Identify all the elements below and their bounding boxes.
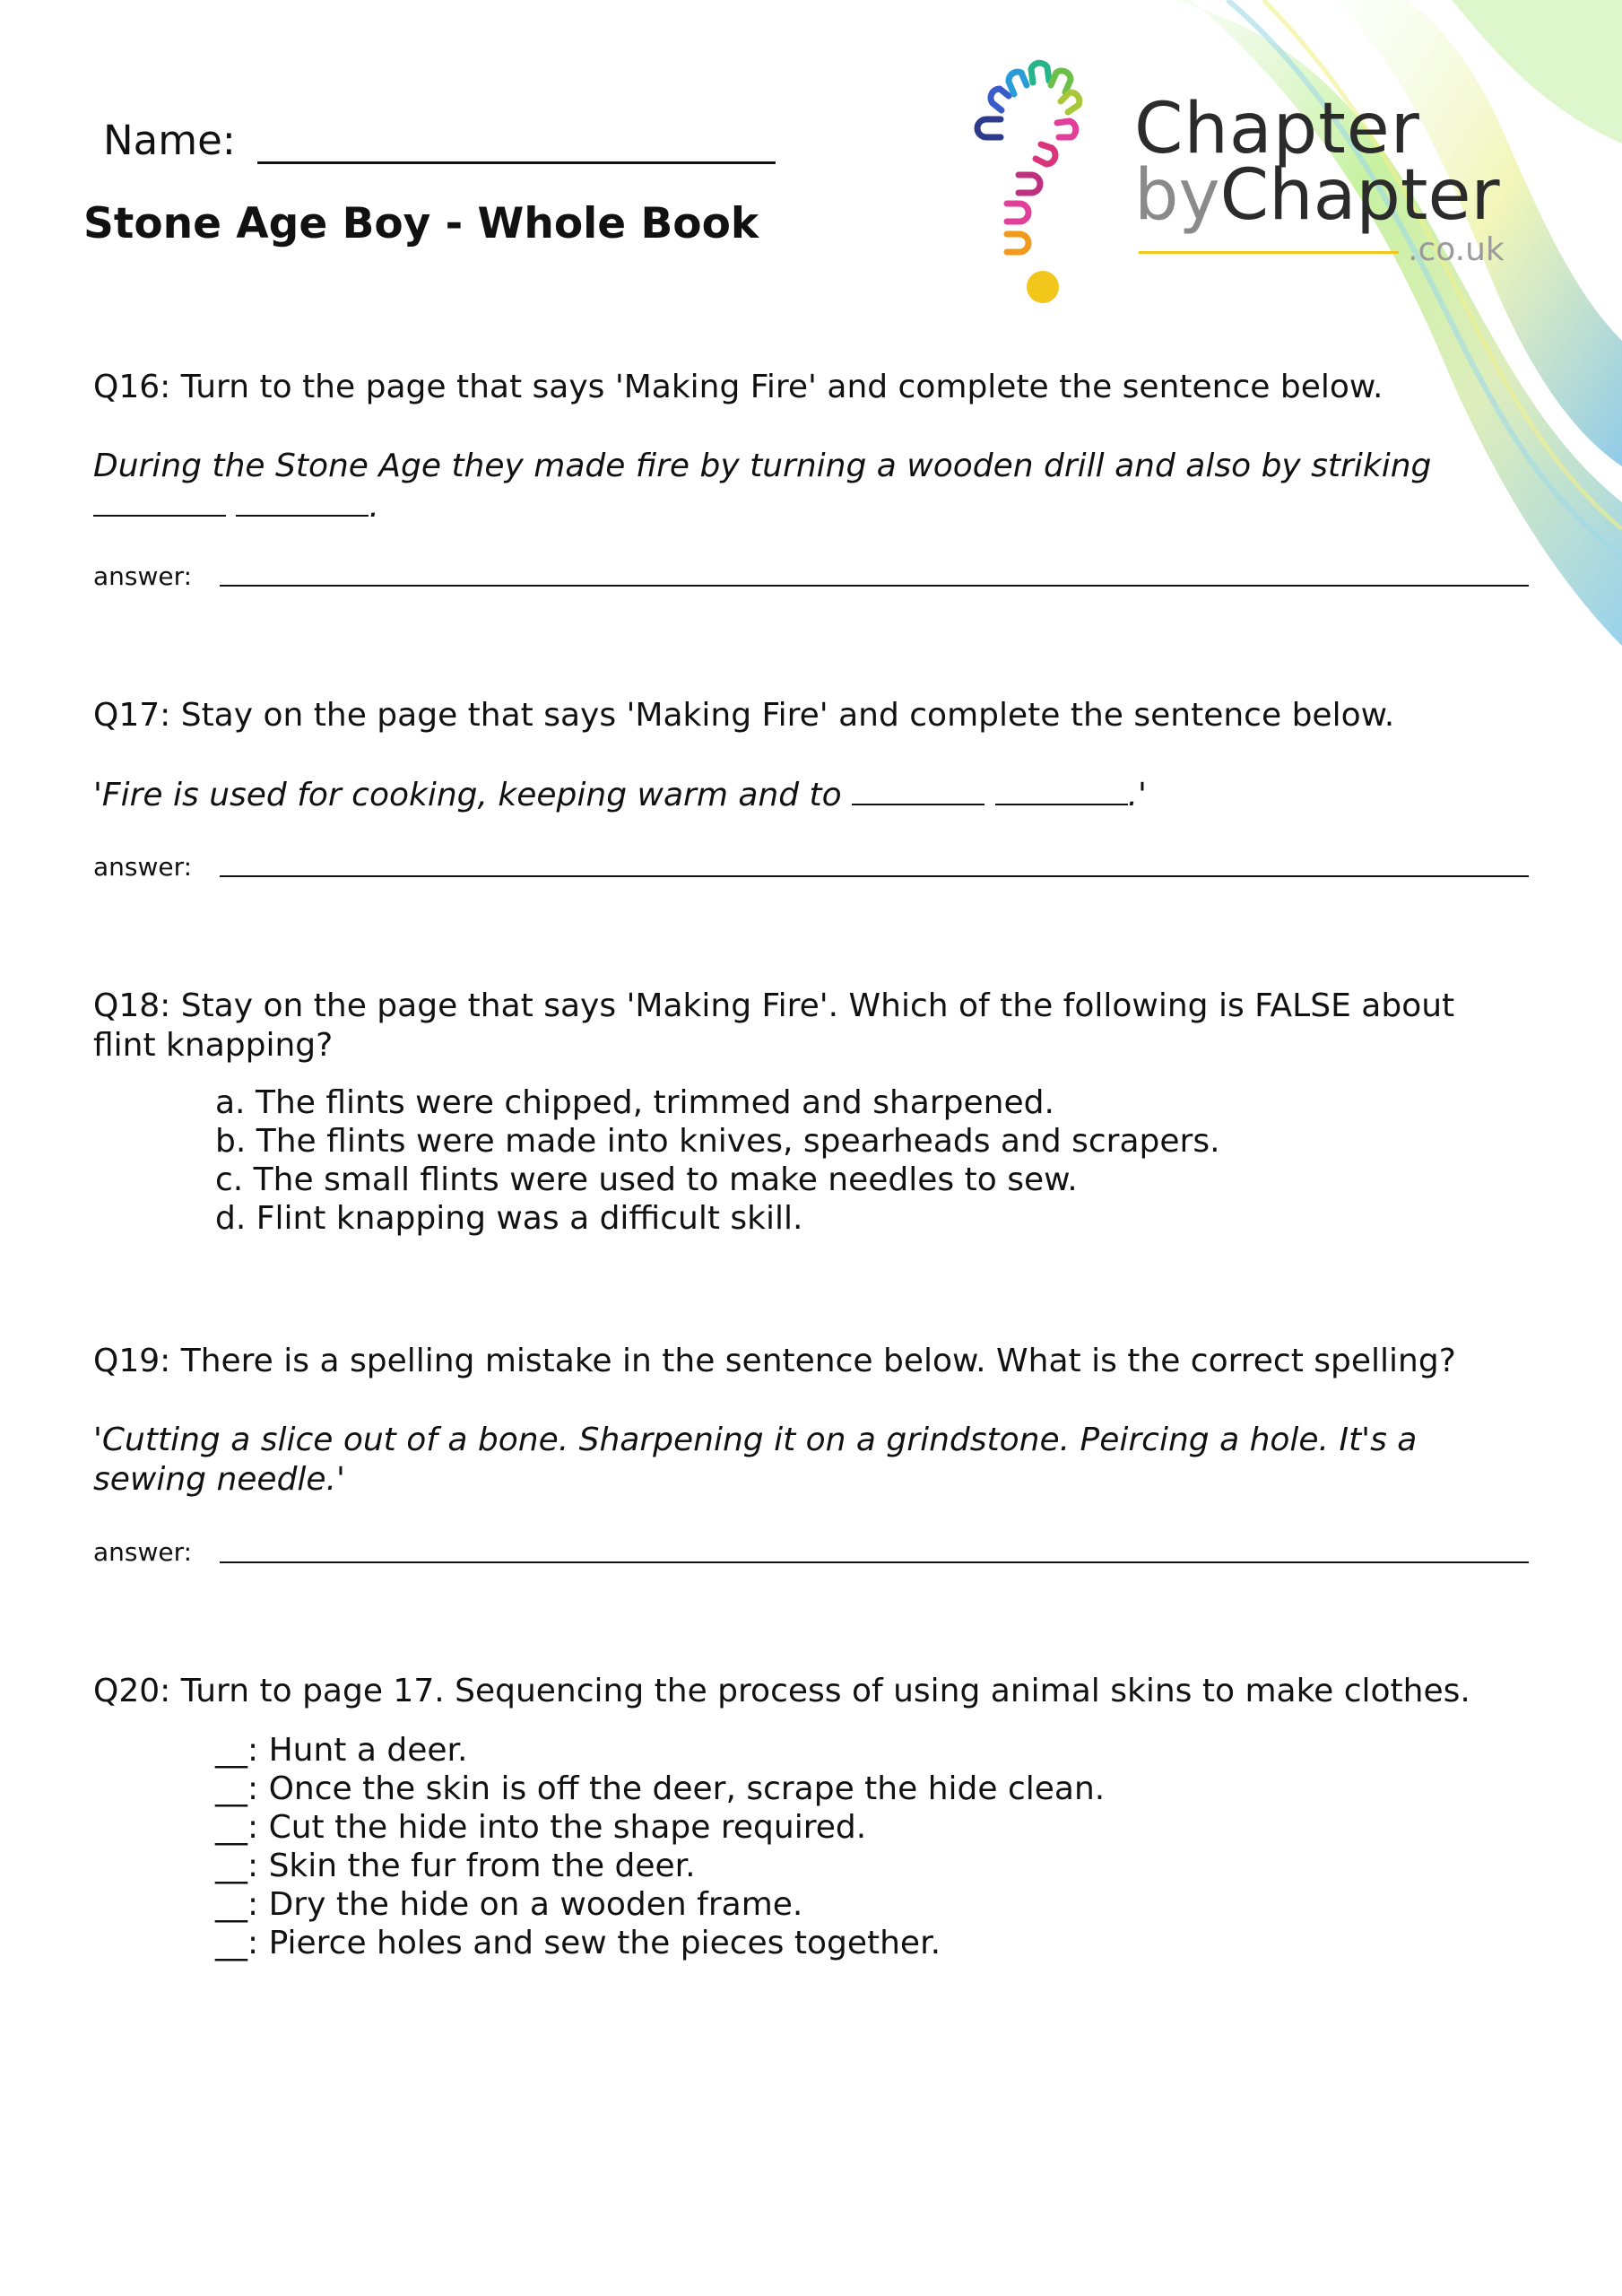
logo-underline — [1139, 251, 1399, 254]
q16-answer-line[interactable] — [220, 585, 1529, 587]
q18-prompt: Q18: Stay on the page that says 'Making Fire'. Which of the following is FALSE about flint knapping? — [93, 987, 1455, 1064]
logo-domain: .co.uk — [1408, 231, 1505, 268]
q20-step[interactable]: __: Dry the hide on a wooden frame. — [215, 1886, 803, 1923]
logo-by: by — [1134, 155, 1220, 236]
q18-option-c[interactable]: c. The small flints were used to make needles to sew. — [215, 1161, 1078, 1198]
q17-quote-end: .' — [1127, 777, 1147, 813]
q16-blank-1 — [93, 486, 226, 517]
q17-blank-1 — [852, 775, 984, 805]
q16-blank-2 — [236, 486, 369, 517]
q17-answer-label: answer: — [93, 852, 193, 882]
name-field — [103, 115, 776, 164]
q20-step[interactable]: __: Once the skin is off the deer, scrape the hide clean. — [215, 1770, 1106, 1807]
q17-blank-2 — [995, 775, 1128, 805]
q17-quote — [93, 775, 1528, 815]
q18-option-d[interactable]: d. Flint knapping was a difficult skill. — [215, 1200, 803, 1237]
q19-answer-line[interactable] — [220, 1561, 1529, 1563]
logo-chapter: Chapter — [1219, 155, 1500, 236]
q16-prompt: Q16: Turn to the page that says 'Making Fire' and complete the sentence below. — [93, 369, 1383, 405]
q16-quote-end: . — [369, 488, 379, 525]
name-label: Name: — [103, 117, 236, 164]
worksheet-title: Stone Age Boy - Whole Book — [83, 199, 759, 248]
q20-prompt: Q20: Turn to page 17. Sequencing the process of using animal skins to make clothes. — [93, 1673, 1470, 1709]
q16-quote — [93, 447, 1528, 526]
q16-quote-text: During the Stone Age they made fire by turning a wooden drill and also by striking — [93, 448, 1432, 484]
name-write-line[interactable] — [257, 115, 776, 164]
q17-quote-text: 'Fire is used for cooking, keeping warm and to — [93, 777, 842, 813]
q20-step[interactable]: __: Cut the hide into the shape required. — [215, 1809, 867, 1846]
logo-wordmark — [1134, 89, 1500, 236]
q16-answer-label: answer: — [93, 561, 193, 591]
q19-answer-label: answer: — [93, 1537, 193, 1567]
q20-step[interactable]: __: Hunt a deer. — [215, 1732, 468, 1769]
q19-prompt: Q19: There is a spelling mistake in the sentence below. What is the correct spelling? — [93, 1343, 1456, 1379]
q20-steps — [215, 1731, 1105, 1962]
q17-answer-line[interactable] — [220, 875, 1529, 877]
q18-option-a[interactable]: a. The flints were chipped, trimmed and sharpened. — [215, 1084, 1054, 1121]
q19-quote: 'Cutting a slice out of a bone. Sharpening it on a grindstone. Peircing a hole. It's a sewing needle.' — [93, 1422, 1418, 1498]
q20-step[interactable]: __: Skin the fur from the deer. — [215, 1848, 696, 1884]
question-mark-books-icon — [964, 49, 1125, 318]
q20-step[interactable]: __: Pierce holes and sew the pieces together. — [215, 1925, 941, 1961]
logo-line-bychapter — [1134, 155, 1500, 236]
q18-options — [215, 1083, 1220, 1238]
chapter-by-chapter-logo — [964, 49, 1538, 318]
q18-option-b[interactable]: b. The flints were made into knives, spearheads and scrapers. — [215, 1123, 1220, 1160]
q17-prompt: Q17: Stay on the page that says 'Making Fire' and complete the sentence below. — [93, 697, 1395, 734]
logo-line-chapter: Chapter — [1134, 89, 1420, 170]
